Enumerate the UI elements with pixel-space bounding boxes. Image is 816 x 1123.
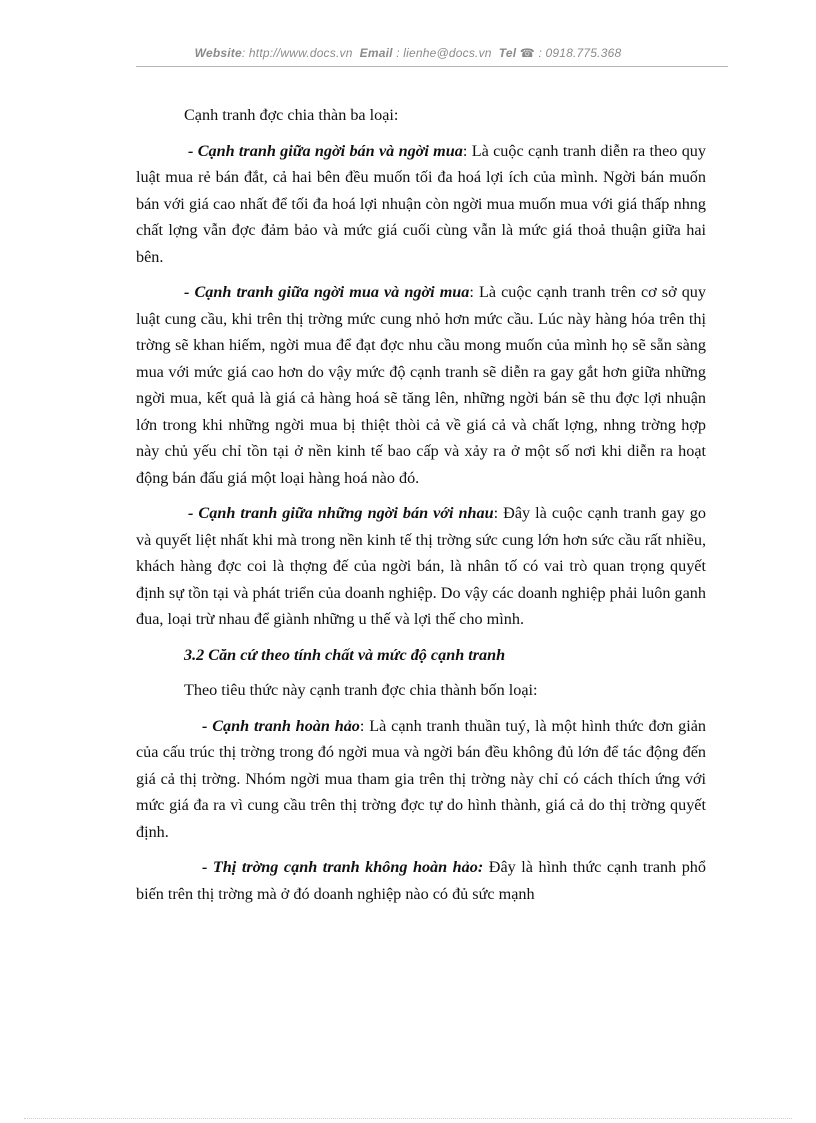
paragraph-perfect-competition <box>136 713 706 846</box>
email-value: : lienhe@docs.vn <box>396 46 492 60</box>
paragraph-seller-buyer <box>136 138 706 271</box>
paragraph-title: - Cạnh tranh hoàn hảo <box>202 716 360 735</box>
section-heading: 3.2 Căn cứ theo tính chất và mức độ cạnh tranh <box>184 645 506 664</box>
intro-paragraph: Cạnh tranh đợc chia thàn ba loại: <box>184 106 399 124</box>
website-label: Website <box>194 46 242 60</box>
footer-divider <box>24 1118 792 1119</box>
tel-label: Tel <box>498 46 517 60</box>
paragraph-title: - Thị trờng cạnh tranh không hoàn hảo: <box>202 858 484 876</box>
paragraph-text: : Là cuộc cạnh tranh trên cơ sở quy luật cung cầu, khi trên thị trờng mức cung nhỏ hơn mức cầu. Lúc này hàng hóa trên thị trờng sẽ khan hiếm, ngời mua để đạt đợc nhu cầu mong muốn của mình họ sẽ sẵn sàng mua với mức giá cao hơn do vậy mức độ cạnh tranh sẽ diễn ra gay gắt hơn giữa những ngời mua, kết quả là giá cả hàng hoá sẽ tăng lên, những ngời bán sẽ thu đợc lợi nhuận lớn trong khi những ngời mua bị thiệt thòi cả về giá cả và chất lợng, nhng trờng hợp này chủ yếu chỉ tồn tại ở nền kinh tế bao cấp và xảy ra ở một số nơi khi diễn ra hoạt động bán đấu giá một loại hàng hoá nào đó. <box>136 283 706 487</box>
paragraph-text: : Là cuộc cạnh tranh diễn ra theo quy luật mua rẻ bán đắt, cả hai bên đều muốn tối đa hoá lợi ích của mình. Ngời bán muốn bán với giá cao nhất để tối đa hoá lợi nhuận còn ngời mua muốn mua với giá thấp nhng chất lợng vẫn đợc đảm bảo và mức giá cuối cùng vẫn là mức giá thoả thuận giữa hai bên. <box>136 141 706 266</box>
intro2-paragraph: Theo tiêu thức này cạnh tranh đợc chia thành bốn loại: <box>184 681 538 699</box>
email-label: Email <box>359 46 393 60</box>
header-divider <box>136 66 728 67</box>
page-header <box>0 46 816 60</box>
paragraph-title: - Cạnh tranh giữa ngời bán và ngời mua <box>188 141 463 160</box>
paragraph-text: : Đây là cuộc cạnh tranh gay go và quyết liệt nhất khi mà trong nền kinh tế thị trờng sức cung lớn hơn sức cầu rất nhiều, khách hàng đợc coi là thợng đế của ngời bán, là nhân tố có vai trò quan trọng quyết định sự tồn tại và phát triển của doanh nghiệp. Do vậy các doanh nghiệp phải luôn ganh đua, loại trừ nhau để giành những u thế và lợi thế cho mình. <box>136 504 706 628</box>
website-value: : http://www.docs.vn <box>241 46 353 60</box>
paragraph-title: - Cạnh tranh giữa ngời mua và ngời mua <box>184 283 470 301</box>
paragraph-title: - Cạnh tranh giữa những ngời bán với nhau <box>188 504 494 522</box>
paragraph-text: : Là cạnh tranh thuần tuý, là một hình thức đơn giản của cấu trúc thị trờng trong đó ngời mua và ngời bán đều không đủ lớn để tác động đến giá cả thị trờng. Nhóm ngời mua tham gia trên thị trờng này chỉ có cách thích ứng với mức giá đa ra vì cung cầu trên thị trờng đợc tự do hình thành, giá cả do thị trờng quyết định. <box>136 716 706 841</box>
tel-value: ☎ : 0918.775.368 <box>519 46 622 60</box>
paragraph-buyer-buyer <box>136 279 706 491</box>
paragraph-text: Đây là hình thức cạnh tranh phổ biến trên thị trờng mà ở đó doanh nghiệp nào có đủ sức mạnh <box>136 858 706 903</box>
document-body <box>136 102 706 916</box>
paragraph-imperfect-competition <box>136 854 706 907</box>
paragraph-seller-seller <box>136 500 706 633</box>
